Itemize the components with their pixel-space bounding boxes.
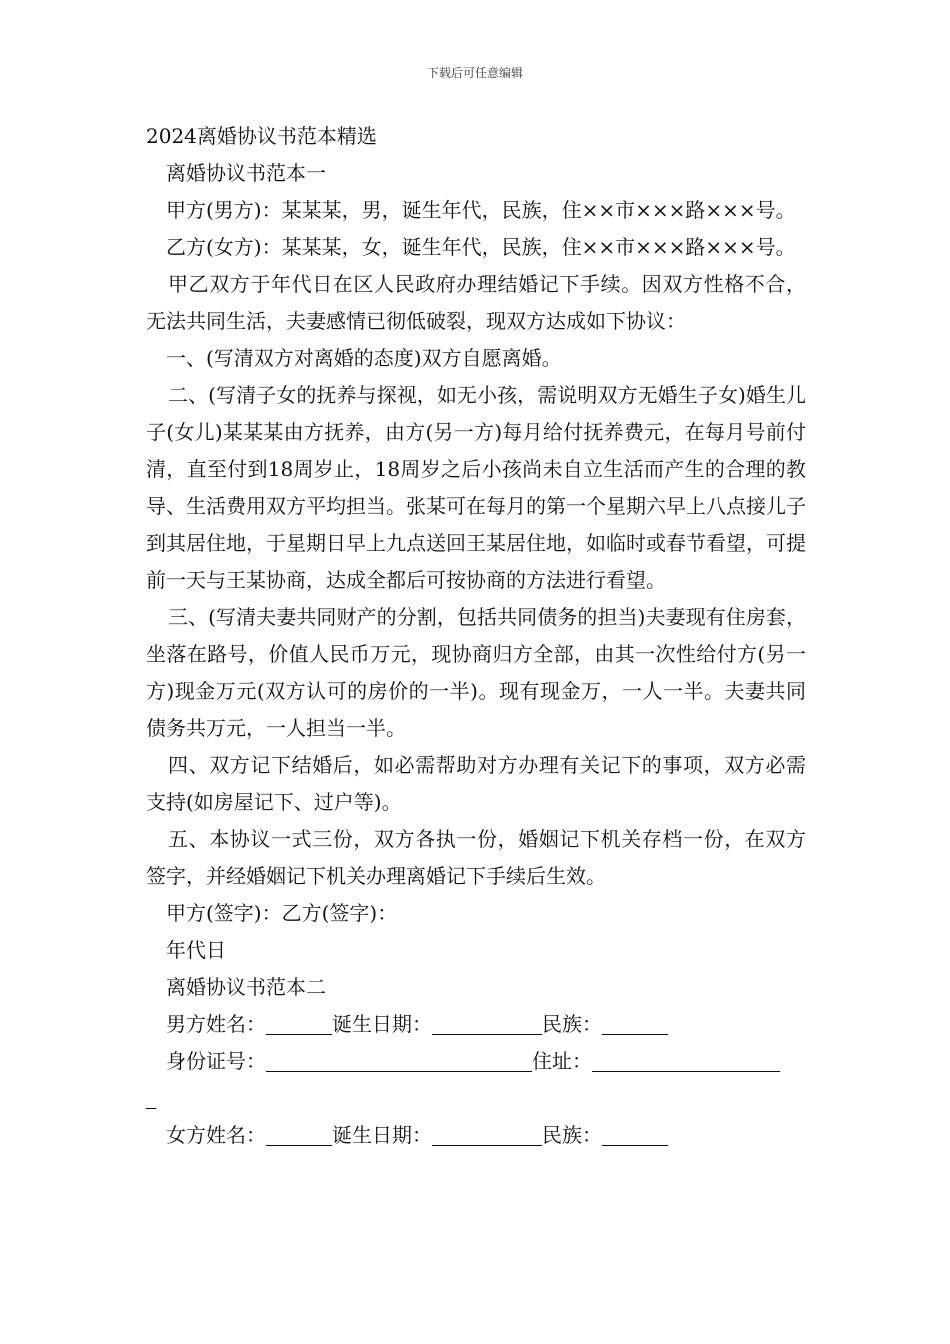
signature-line: 甲方(签字)：乙方(签字)： [166,901,398,925]
clause-2: 二、(写清子女的抚养与探视，如无小孩，需说明双方无婚生子女)婚生儿子(女儿)某某某由方抚养，由方(另一方)每月给付抚养费元，在每月号前付清，直至付到18周岁止，18周岁之后小孩尚未自立生活而产生的合理的教导、生活费用双方平均担当。张某可在每月的第一个星期六早上八点接儿子到其居住地，于星期日早上九点送回王某居住地，如临时或春节看望，可提前一天与王某协商，达成全都后可按协商的方法进行看望。 [146,383,806,592]
female-info-row [146,1117,806,1154]
female-birth-blank[interactable] [432,1123,542,1146]
female-ethnic-label: 民族： [542,1123,602,1147]
male-info-row [146,1006,806,1043]
intro-paragraph: 甲乙双方于年代日在区人民政府办理结婚记下手续。因双方性格不合，无法共同生活，夫妻感情已彻低破裂，现双方达成如下协议： [146,272,806,333]
section-title-2: 离婚协议书范本二 [166,975,326,999]
male-id-row [146,1043,806,1080]
party-b-line: 乙方(女方)：某某某，女，诞生年代，民族，住××市×××路×××号。 [166,235,796,259]
female-birth-label: 诞生日期： [332,1123,432,1147]
page-header: 下载后可任意编辑 [426,66,523,80]
document-title: 2024离婚协议书范本精选 [146,124,377,148]
female-name-label: 女方姓名： [166,1123,266,1147]
male-address-blank[interactable] [592,1049,780,1072]
male-id-blank[interactable] [266,1049,532,1072]
party-a-line: 甲方(男方)：某某某，男，诞生年代，民族，住××市×××路×××号。 [166,198,796,222]
male-ethnic-label: 民族： [542,1012,602,1036]
clause-5: 五、本协议一式三份，双方各执一份，婚姻记下机关存档一份，在双方签字，并经婚姻记下机关办理离婚记下手续后生效。 [146,827,806,888]
address-blank-tail [146,1086,156,1109]
section-title-1: 离婚协议书范本一 [166,161,326,185]
female-name-blank[interactable] [266,1123,332,1146]
male-birth-blank[interactable] [432,1012,542,1035]
clause-1: 一、(写清双方对离婚的态度)双方自愿离婚。 [166,346,562,370]
male-name-label: 男方姓名： [166,1012,266,1036]
female-ethnic-blank[interactable] [602,1123,668,1146]
clause-4: 四、双方记下结婚后，如必需帮助对方办理有关记下的事项，双方必需支持(如房屋记下、过户等)。 [146,753,806,814]
male-id-label: 身份证号： [166,1049,266,1073]
male-name-blank[interactable] [266,1012,332,1035]
male-ethnic-blank[interactable] [602,1012,668,1035]
clause-3: 三、(写清夫妻共同财产的分割，包括共同债务的担当)夫妻现有住房套，坐落在路号，价值人民币万元，现协商归方全部，由其一次性给付方(另一方)现金万元(双方认可的房价的一半)。现有现金万，一人一半。夫妻共同债务共万元，一人担当一半。 [146,605,806,740]
address-blank-continuation [146,1080,806,1117]
date-line: 年代日 [166,938,226,962]
male-birth-label: 诞生日期： [332,1012,432,1036]
male-address-label: 住址： [532,1049,592,1073]
document-body [146,118,806,1154]
